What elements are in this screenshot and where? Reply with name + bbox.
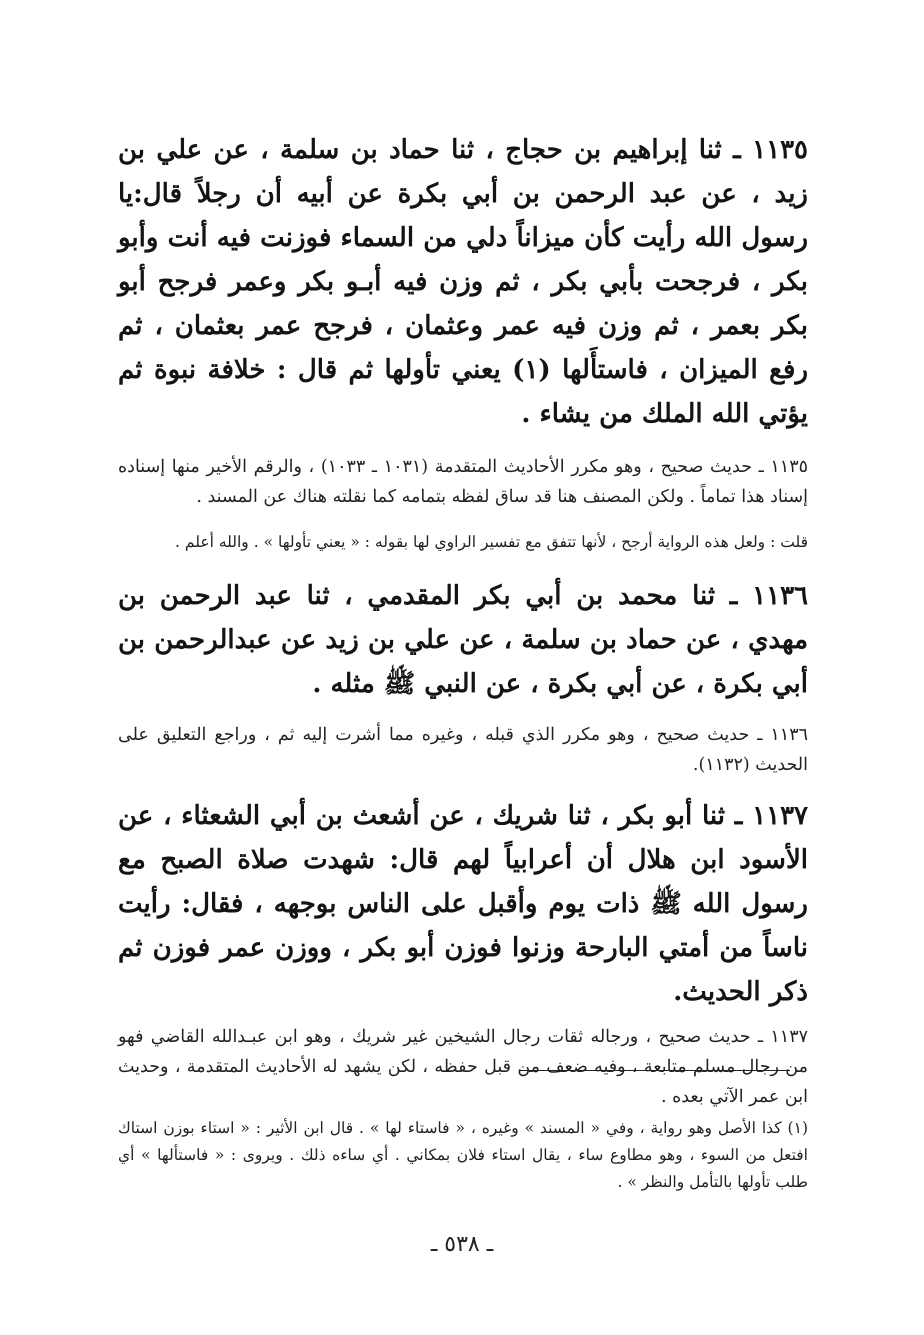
- footnote-1-text: (١) كذا الأصل وهو رواية ، وفي « المسند » وغيره ، « فاستاء لها » . قال ابن الأثير : « استاء بوزن استاك افتعل من السوء ، وهو مطاوع ساء ، يقال استاء فلان بمكاني . أي ساءه ذلك . ويروى : « فاستألها » أي طلب تأولها بالتأمل والنظر » .: [118, 1119, 808, 1191]
- hadith-1135-text: ١١٣٥ ـ ثنا إبراهيم بن حجاج ، ثنا حماد بن سلمة ، عن علي بن زيد ، عن عبد الرحمن بن أبي بكرة عن أبيه أن رجلاً قال:يا رسول الله رأيت كأن ميزاناً دلي من السماء فوزنت فيه أنت وأبو بكر ، فرجحت بأبي بكر ، ثم وزن فيه أبـو بكر وعمر فرجح أبو بكر بعمر ، ثم وزن فيه عمر وعثمان ، فرجح عمر بعثمان ، ثم رفع الميزان ، فاستأَلها (١) يعني تأولها ثم قال : خلافة نبوة ثم يؤتي الله الملك من يشاء .: [118, 135, 809, 429]
- author-note-1135-text: قلت : ولعل هذه الرواية أرجح ، لأنها تتفق مع تفسير الراوي لها بقوله : « يعني تأولها » . والله أعلم .: [175, 533, 808, 551]
- footnote-divider: [520, 1070, 790, 1071]
- page-body: [118, 128, 808, 1112]
- hadith-1137-text: ١١٣٧ ـ ثنا أبو بكر ، ثنا شريك ، عن أشعث بن أبي الشعثاء ، عن الأسود ابن هلال أن أعرابياً لهم قال: شهدت صلاة الصبح مع رسول الله ﷺ ذات يوم وأقبل على الناس بوجهه ، فقال: رأيت ناساً من أمتي البارحة وزنوا فوزن أبو بكر ، ووزن عمر فوزن ثم ذكر الحديث.: [118, 801, 808, 1007]
- hadith-1136-text: ١١٣٦ ـ ثنا محمد بن أبي بكر المقدمي ، ثنا عبد الرحمن بن مهدي ، عن حماد بن سلمة ، عن علي بن زيد عن عبدالرحمن بن أبي بكرة ، عن أبي بكرة ، عن النبي ﷺ مثله .: [118, 581, 808, 699]
- commentary-1136-text: ١١٣٦ ـ حديث صحيح ، وهو مكرر الذي قبله ، وغيره مما أشرت إليه ثم ، وراجع التعليق على الحديث (١١٣٢).: [118, 725, 808, 775]
- page-number: ـ ٥٣٨ ـ: [430, 1232, 494, 1257]
- commentary-1137-text: ١١٣٧ ـ حديث صحيح ، ورجاله ثقات رجال الشيخين غير شريك ، وهو ابن عبـدالله القاضي فهو من رجال مسلم متابعة ، وفيه ضعف من قبل حفظه ، لكن يشهد له الأحاديث المتقدمة ، وحديث ابن عمر الآتي بعده .: [118, 1027, 809, 1107]
- footnotes: [118, 1115, 808, 1196]
- commentary-1135-text: ١١٣٥ ـ حديث صحيح ، وهو مكرر الأحاديث المتقدمة (١٠٣١ ـ ١٠٣٣) ، والرقم الأخير منها إسناده إسناد هذا تماماً . ولكن المصنف هنا قد ساق لفظه بتمامه كما نقلته هناك عن المسند .: [118, 457, 808, 507]
